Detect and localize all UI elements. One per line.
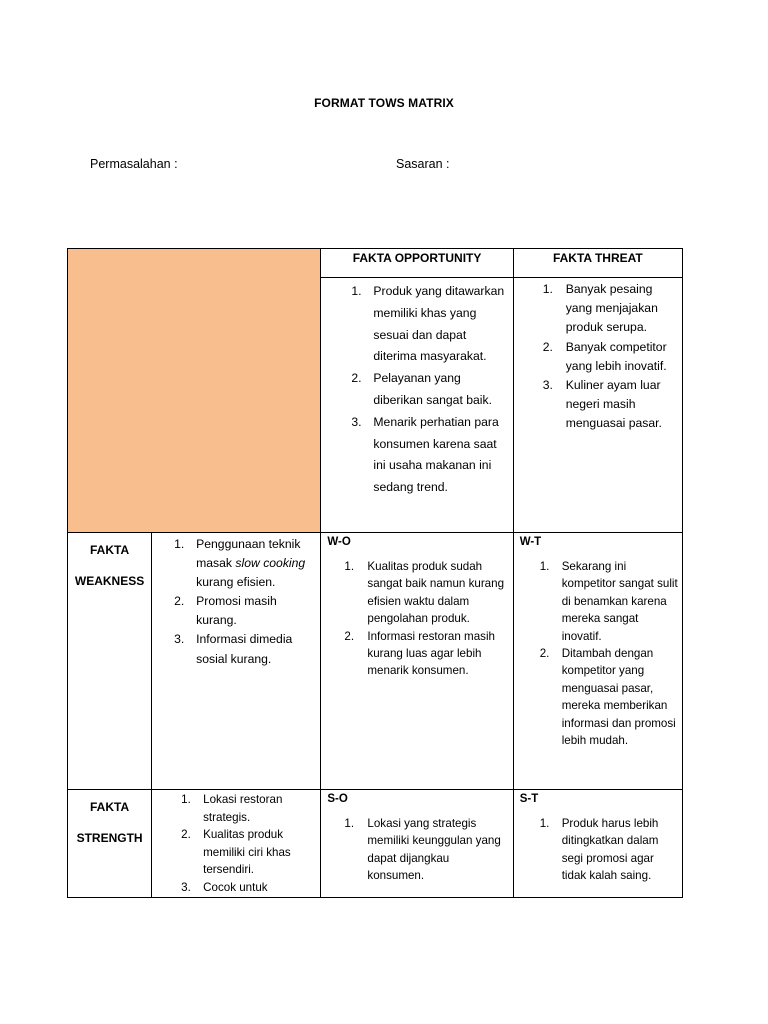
strength-facts-cell — [152, 790, 321, 898]
wt-list — [514, 548, 682, 753]
corner-cell — [68, 249, 321, 533]
list-item: Lokasi restoran strategis. — [203, 793, 283, 824]
page-title: FORMAT TOWS MATRIX — [314, 96, 454, 110]
weakness-label-line1: FAKTA — [90, 543, 130, 557]
weakness-facts-cell — [152, 533, 321, 790]
so-list — [321, 805, 512, 889]
list-item: Sekarang ini kompetitor sangat sulit di benamkan karena mereka sangat inovatif. — [561, 560, 678, 643]
weakness-row — [68, 533, 683, 790]
list-item: Cocok untuk — [203, 880, 268, 894]
strength-row — [68, 790, 683, 898]
weakness-item1-text-end: kurang efisien. — [196, 575, 276, 590]
st-list — [514, 805, 682, 889]
so-strategy-cell — [321, 790, 513, 898]
header-row — [68, 249, 683, 278]
list-item: Kuliner ayam luar negeri masih menguasai pasar. — [565, 378, 662, 431]
strength-label-line2: STRENGTH — [76, 831, 143, 845]
list-item: Lokasi yang strategis memiliki keunggulan yang dapat dijangkau konsumen. — [367, 817, 501, 883]
threat-facts-cell — [513, 278, 682, 533]
list-item: Pelayanan yang diberikan sangat baik. — [373, 371, 492, 407]
opportunity-list — [321, 278, 512, 503]
weakness-item1-text: Penggunaan teknik masak — [196, 537, 301, 571]
list-item: Kualitas produk memiliki ciri khas tersendiri. — [203, 828, 291, 877]
list-item: Informasi dimedia sosial kurang. — [196, 632, 293, 666]
list-item: Produk harus lebih ditingkatkan dalam segi promosi agar tidak kalah saing. — [561, 817, 659, 883]
st-strategy-cell — [513, 790, 682, 898]
opportunity-header: FAKTA OPPORTUNITY — [321, 249, 513, 278]
target-field-label: Sasaran : — [396, 157, 450, 171]
list-item: Produk yang ditawarkan memiliki khas yang sesuai dan dapat diterima masyarakat. — [373, 284, 505, 364]
threat-list — [514, 278, 682, 438]
weakness-label-cell — [68, 533, 152, 790]
st-tag: S-T — [519, 793, 539, 805]
tows-matrix-table — [67, 248, 683, 898]
list-item: Ditambah dengan kompetitor yang menguasai pasar, mereka memberikan informasi dan promosi lebih mudah. — [561, 647, 676, 748]
wo-strategy-cell — [321, 533, 513, 790]
opportunity-facts-cell — [321, 278, 513, 533]
list-item: Banyak competitor yang lebih inovatif. — [565, 339, 667, 373]
threat-header: FAKTA THREAT — [513, 249, 682, 278]
strength-label-cell — [68, 790, 152, 898]
so-tag: S-O — [327, 793, 348, 805]
list-item: Banyak pesaing yang menjajakan produk serupa. — [565, 282, 658, 335]
strength-list — [152, 790, 320, 897]
wo-tag: W-O — [327, 536, 351, 548]
wo-list — [321, 548, 512, 684]
weakness-list — [152, 533, 320, 673]
wt-tag: W-T — [519, 536, 542, 548]
weakness-item1-italic: slow cooking — [235, 556, 306, 571]
weakness-label-line2: WEAKNESS — [74, 574, 145, 588]
list-item — [196, 535, 316, 592]
strength-label-line1: FAKTA — [90, 800, 130, 814]
wt-strategy-cell — [513, 533, 682, 790]
list-item: Promosi masih kurang. — [196, 594, 277, 628]
list-item: Menarik perhatian para konsumen karena saat ini usaha makanan ini sedang trend. — [373, 414, 499, 495]
list-item: Informasi restoran masih kurang luas agar lebih menarik konsumen. — [367, 629, 495, 678]
problem-field-label: Permasalahan : — [90, 157, 178, 171]
list-item: Kualitas produk sudah sangat baik namun kurang efisien waktu dalam pengolahan produk. — [367, 560, 505, 626]
